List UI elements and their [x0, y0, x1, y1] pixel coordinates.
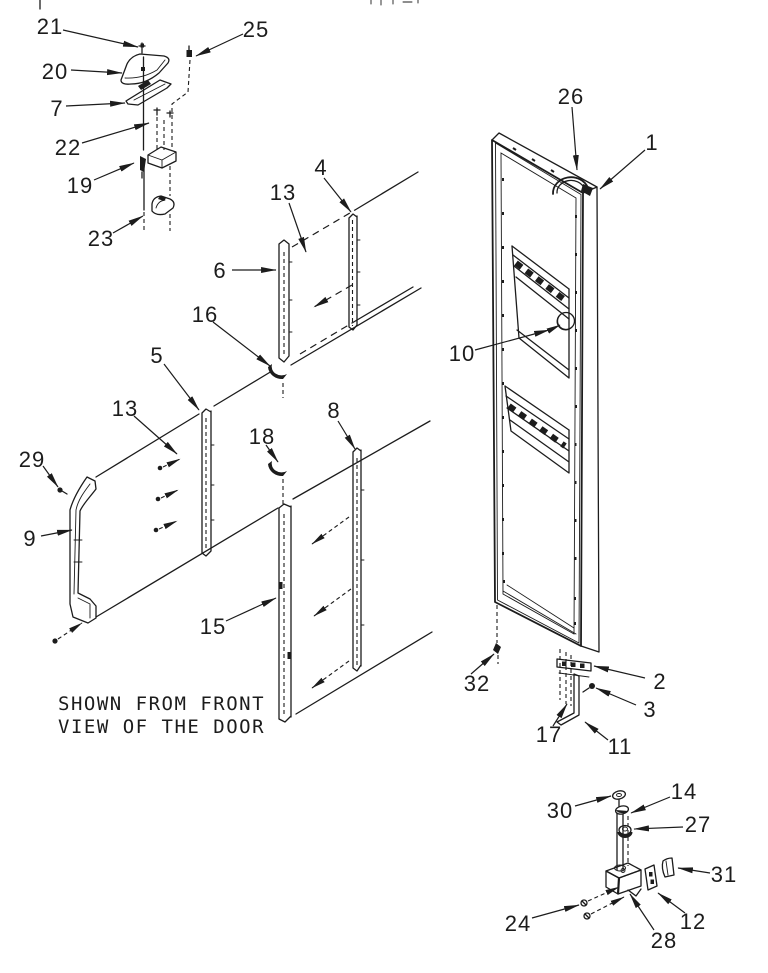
leader-23	[113, 216, 143, 233]
callout-18: 18	[248, 424, 276, 449]
leader-10	[475, 330, 549, 350]
door-side-face	[581, 187, 599, 652]
panel-edge-mid	[96, 421, 430, 617]
caption	[58, 693, 265, 738]
callout-labels	[19, 14, 737, 953]
part-13-screws-lower	[154, 459, 180, 532]
callout-15: 15	[199, 614, 227, 639]
leader-2	[594, 666, 645, 678]
callout-25: 25	[242, 17, 270, 42]
panel-edge-bottom	[296, 632, 432, 714]
callout-10: 10	[448, 341, 476, 366]
part-10-hole	[557, 313, 575, 331]
rear-screw-arrows	[312, 517, 351, 688]
leader-9	[41, 530, 72, 536]
leader-24	[532, 905, 579, 918]
part-23-clip	[152, 196, 174, 215]
part-30-pin	[612, 790, 627, 806]
handle-assembly	[121, 43, 192, 233]
leader-13a	[289, 203, 306, 252]
lower-dike-opening	[505, 386, 569, 473]
part-27-grommet	[619, 826, 631, 837]
callout-13b: 13	[111, 396, 139, 421]
part-25-screw	[172, 46, 192, 148]
part-5-rail	[202, 409, 214, 556]
part-31-clip	[662, 858, 674, 877]
callout-20: 20	[41, 59, 69, 84]
leader-19	[94, 163, 134, 180]
callout-29: 29	[18, 447, 46, 472]
leader-21	[63, 30, 138, 47]
hinge-pin-shaft	[615, 813, 629, 871]
caption-line-1: SHOWN FROM FRONT	[58, 693, 266, 715]
part-20-handle-cap	[121, 54, 169, 84]
lower-trim-panel	[52, 288, 432, 722]
foot-screw	[52, 623, 82, 644]
callout-27: 27	[684, 812, 712, 837]
part-8-rail	[353, 448, 364, 671]
page-crop-remnants	[40, 0, 418, 9]
callout-31: 31	[710, 862, 738, 887]
leader-22	[82, 123, 149, 143]
part-3-screw	[583, 683, 595, 692]
callout-9: 9	[23, 526, 37, 551]
leader-30	[575, 796, 611, 806]
callout-12: 12	[679, 909, 707, 934]
leader-1	[600, 150, 645, 189]
leader-13b	[134, 416, 177, 454]
callout-8: 8	[327, 398, 341, 423]
callout-24: 24	[504, 911, 532, 936]
leader-15	[226, 598, 276, 621]
caption-line-2: VIEW OF THE DOOR	[58, 716, 266, 738]
part-18-end-cap	[268, 461, 287, 504]
callout-7: 7	[50, 96, 64, 121]
leader-27	[634, 827, 683, 829]
callout-1: 1	[645, 130, 659, 155]
callout-30: 30	[546, 798, 574, 823]
part-29-screw	[57, 487, 67, 494]
leader-5	[164, 364, 199, 410]
part-12-spacer	[645, 865, 657, 890]
callout-22: 22	[54, 135, 82, 160]
callout-4: 4	[314, 155, 328, 180]
callout-14: 14	[670, 779, 698, 804]
part-19-mounting-bracket	[140, 147, 176, 178]
callout-21: 21	[36, 14, 64, 39]
part-21-screw	[139, 43, 145, 53]
door-bottom-dashes	[560, 649, 571, 706]
callout-11: 11	[607, 734, 633, 759]
callout-3: 3	[643, 697, 657, 722]
leader-25	[196, 34, 243, 56]
screw-direction-arrow	[314, 285, 352, 307]
leader-16	[213, 322, 270, 366]
callout-19: 19	[66, 173, 94, 198]
bottom-hinge-assembly	[581, 790, 674, 919]
callout-26: 26	[557, 84, 585, 109]
leader-4	[324, 178, 351, 212]
leader-28	[630, 894, 654, 930]
leader-29	[43, 466, 58, 487]
callout-6: 6	[213, 258, 227, 283]
callout-17: 17	[535, 722, 563, 747]
callout-5: 5	[150, 343, 164, 368]
leader-26	[572, 107, 577, 170]
callout-13a: 13	[269, 180, 297, 205]
part-32-screw	[493, 605, 501, 664]
leader-11	[585, 722, 608, 740]
fastener-dimples	[503, 148, 576, 625]
leader-31	[678, 868, 710, 873]
part-15-rail	[279, 504, 291, 722]
leader-14	[631, 797, 670, 813]
door-panel	[492, 133, 599, 725]
leader-20	[71, 70, 122, 73]
part-4-rail	[349, 214, 360, 330]
part-9-door-trim	[70, 477, 96, 623]
part-6-rail	[279, 240, 292, 362]
axis-bolt	[140, 156, 146, 172]
callout-2: 2	[653, 669, 667, 694]
callout-32: 32	[463, 671, 491, 696]
upper-dike-opening	[512, 246, 575, 378]
panel-edge-top	[355, 172, 418, 210]
leader-8	[338, 421, 355, 449]
callout-28: 28	[650, 928, 678, 953]
leader-3	[596, 688, 636, 705]
part-16-end-cap	[268, 364, 287, 398]
callout-16: 16	[191, 302, 219, 327]
panel-edge-bottom	[352, 287, 413, 323]
part-22-screws	[154, 108, 173, 150]
callout-23: 23	[87, 226, 115, 251]
leader-7	[66, 103, 125, 106]
